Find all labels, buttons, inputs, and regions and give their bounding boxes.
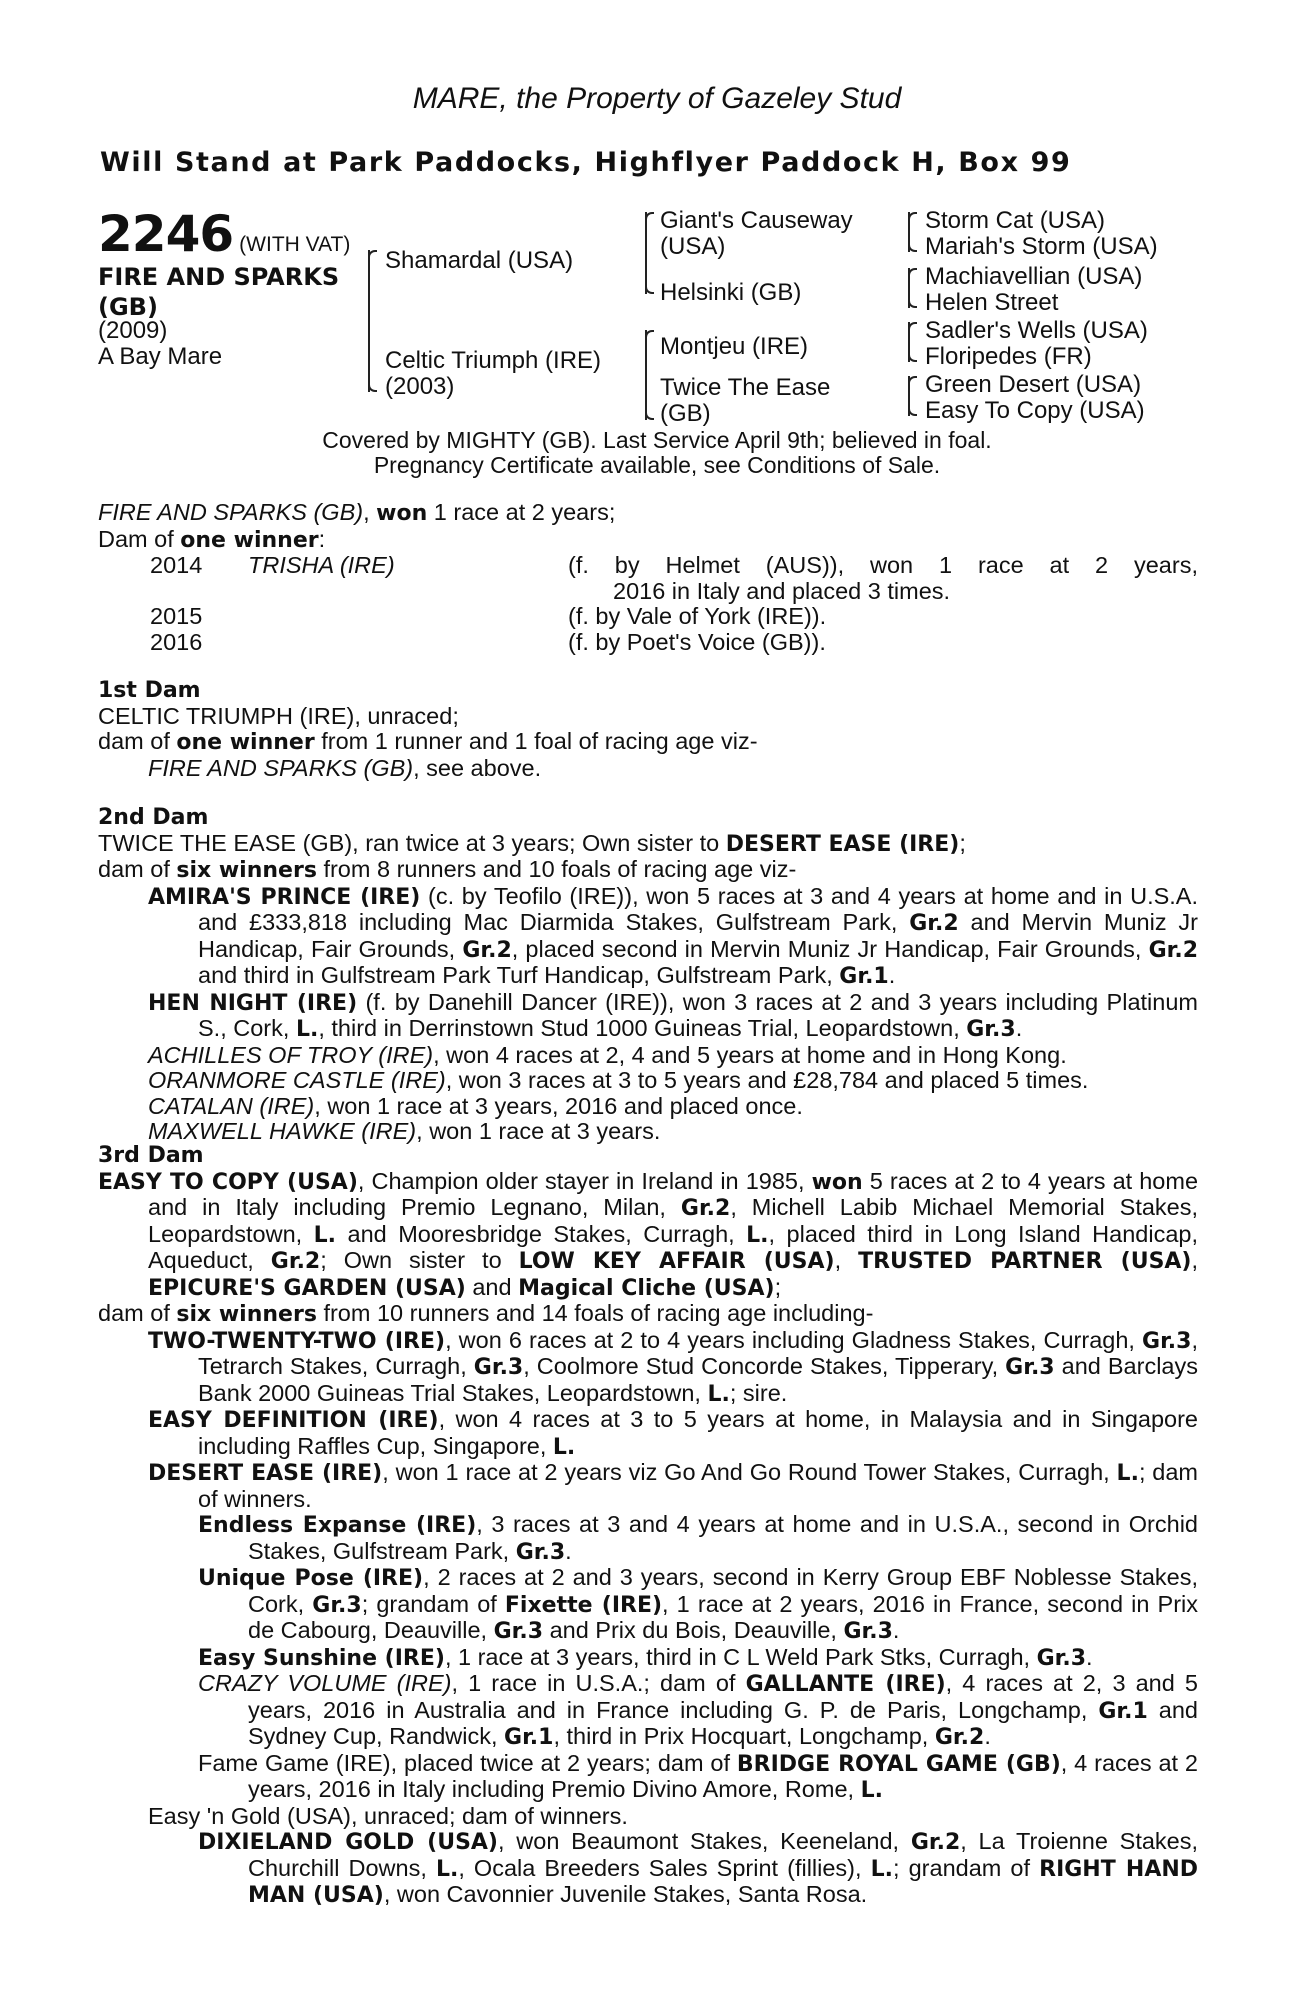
name: EASY TO COPY (USA)	[98, 1169, 358, 1195]
text: , 3 races at 3 and 4 years at home and in U.S.A., second in Orchid Stakes, Gulfstream Park,	[248, 1511, 1198, 1564]
name: TWO-TWENTY-TWO (IRE)	[148, 1328, 446, 1354]
text: , La Troienne Stakes, Churchill Downs,	[248, 1828, 1199, 1881]
grade: L.	[870, 1856, 894, 1882]
first-dam-winners: one winner	[176, 730, 315, 755]
text: , placed second in Mervin Muniz Jr Handicap, Fair Grounds,	[511, 935, 1142, 962]
text: ; Own sister to	[320, 1247, 502, 1273]
produce-dixieland-gold	[98, 1829, 1198, 1909]
horse-name-text: FIRE AND SPARKS (GB)	[98, 263, 340, 321]
grade: Gr.2	[934, 1725, 985, 1750]
produce-horse-name: FIRE AND SPARKS (GB)	[98, 499, 364, 525]
location-line: Will Stand at Park Paddocks, Highflyer Paddock H, Box 99	[100, 147, 1072, 178]
sd-l1a: TWICE THE EASE (GB), ran twice at 3 years; Own sister to	[98, 829, 720, 856]
grade: Gr.3	[493, 1619, 544, 1644]
sibling: EPICURE'S GARDEN (USA)	[148, 1275, 466, 1301]
produce-maxwell	[98, 1119, 1198, 1145]
produce-catalan	[98, 1094, 1198, 1120]
name: ORANMORE CASTLE (IRE)	[148, 1067, 446, 1093]
text: ; sire.	[729, 1379, 788, 1406]
name: BRIDGE ROYAL GAME (GB)	[736, 1751, 1061, 1777]
name: Endless Expanse (IRE)	[198, 1513, 477, 1538]
text: , 2 races at 2 and 3 years, second in Kerry Group EBF Noblesse Stakes, Cork,	[248, 1564, 1199, 1617]
text: , Ocala Breeders Sales Sprint (fillies),	[458, 1854, 862, 1881]
text: .	[1086, 1643, 1093, 1670]
produce-two-twenty-two	[98, 1328, 1198, 1408]
text: , won 1 race at 3 years, 2016 and placed once.	[314, 1092, 803, 1119]
grade: Gr.2	[462, 937, 512, 963]
sd-l2a: dam of	[98, 856, 170, 882]
horse-info	[98, 318, 222, 370]
name: DESERT EASE (IRE)	[148, 1461, 383, 1486]
first-dam-line-3	[98, 756, 1198, 782]
horse-name	[98, 262, 368, 322]
text: ; dam of winners.	[198, 1459, 1199, 1512]
grade: Gr.3	[966, 1017, 1016, 1042]
text: (f. by Danehill Dancer (IRE)), won 3 races at 2 and 3 years including Platinum S., Cork,	[198, 988, 1198, 1041]
first-dam-line-1: CELTIC TRIUMPH (IRE), unraced;	[98, 702, 459, 729]
text: and Barclays Bank 2000 Guineas Trial Stakes, Leopardstown,	[198, 1353, 1198, 1406]
ped-sss: Storm Cat (USA)	[925, 207, 1106, 234]
text: 5 races at 2 to 4 years at home and in Italy including Premio Legnano, Milan,	[148, 1167, 1199, 1220]
text: , won 6 races at 2 to 4 years including Gladness Stakes, Curragh,	[445, 1326, 1135, 1353]
text: ; grandam of	[893, 1854, 1031, 1881]
text: and Prix du Bois, Deauville,	[549, 1617, 837, 1643]
third-dam-easy-to-copy: EASY TO COPY (USA), Champion older stayer in Ireland in 1985, won 5 races at 2 to 4 years at home and in Italy including Premio Legnano, Milan, Gr.2, Michell Labib Michael Memorial Stakes, Leopardstown, L. and Mooresbridge Stakes, Curragh, L., placed third in Long Island Handicap, Aqueduct, Gr.2; Own sister to LOW KEY AFFAIR (USA), TRUSTED PARTNER (USA), EPICURE'S GARDEN (USA) and Magical Cliche (USA);	[98, 1167, 1199, 1301]
lot-number: 2246	[98, 205, 234, 263]
produce-intro: FIRE AND SPARKS (GB), won 1 race at 2 years;	[98, 499, 616, 526]
foal-name: TRISHA (IRE)	[248, 552, 395, 578]
produce-intro-rest: 1 race at 2 years;	[433, 499, 616, 525]
produce-crazy-volume	[98, 1671, 1198, 1751]
brace-ds	[908, 322, 910, 362]
text: , Michell Labib Michael Memorial Stakes, Leopardstown,	[148, 1194, 1199, 1247]
produce-unique-pose	[98, 1565, 1198, 1645]
first-dam-runners: from 1 runner and 1 foal of racing age viz-	[321, 728, 758, 754]
grade: L.	[295, 1017, 319, 1042]
third-dam-dam-of	[98, 1301, 1198, 1328]
text: .	[565, 1537, 572, 1564]
text: .	[892, 1617, 900, 1643]
produce-easy-n-gold: Easy 'n Gold (USA), unraced; dam of winners.	[148, 1802, 628, 1829]
foal-year: 2016	[150, 628, 203, 655]
brace-dam	[645, 330, 647, 420]
name: CRAZY VOLUME (IRE)	[198, 1670, 452, 1696]
first-dam-section	[98, 678, 1198, 781]
produce-hen-night	[98, 990, 1198, 1043]
sd-l2b: six winners	[176, 858, 317, 883]
produce-dam-of-text: Dam of	[98, 525, 174, 552]
text: , won 4 races at 2, 4 and 5 years at home and in Hong Kong.	[433, 1041, 1067, 1068]
text: and third in Gulfstream Park Turf Handicap, Gulfstream Park,	[198, 962, 833, 988]
name: MAXWELL HAWKE (IRE)	[148, 1118, 417, 1144]
produce-endless-expanse	[98, 1512, 1198, 1565]
grade: Gr.1	[504, 1725, 554, 1750]
ped-sdd: Helen Street	[925, 289, 1059, 316]
second-dam-line-2	[98, 857, 1198, 884]
produce-won: won	[376, 501, 428, 526]
grade: L.	[707, 1381, 730, 1407]
grade: Gr.1	[1098, 1698, 1148, 1724]
text: , Champion older stayer in Ireland in 1985,	[357, 1167, 805, 1194]
text: , won Beaumont Stakes, Keeneland,	[498, 1828, 900, 1854]
text: , 1 race at 2 years, 2016 in France, second in Prix de Cabourg, Deauville,	[248, 1590, 1198, 1643]
text: and Mooresbridge Stakes, Curragh,	[347, 1220, 735, 1247]
text: Fame Game (IRE), placed twice at 2 years; dam of	[198, 1749, 730, 1776]
grade: Gr.3	[473, 1355, 524, 1380]
text: , 4 races at 2 years, 2016 in Italy including Premio Divino Amore, Rome,	[248, 1749, 1198, 1802]
text: dam of	[98, 1300, 170, 1326]
sd-l1c: ;	[959, 829, 966, 856]
grade: Gr.3	[1036, 1645, 1087, 1671]
foal-detail-cont: 2016 in Italy and placed 3 times.	[613, 577, 951, 604]
third-dam-section	[98, 1143, 1198, 1909]
name: EASY DEFINITION (IRE)	[148, 1408, 439, 1433]
text: and Sydney Cup, Randwick,	[248, 1696, 1198, 1749]
first-dam-heading: 1st Dam	[98, 678, 201, 703]
foal-year: 2014	[150, 552, 203, 578]
foal-row-2014-cont	[98, 579, 1198, 605]
text: , placed third in Long Island Handicap, Aqueduct,	[148, 1220, 1199, 1273]
text: , 4 races at 2, 3 and 5 years, 2016 in Australia and in France including G. P. de Paris, Longchamp,	[248, 1670, 1198, 1723]
brace-sd	[908, 268, 910, 308]
ped-sds: Machiavellian (USA)	[925, 263, 1143, 290]
winners: six winners	[176, 1302, 317, 1327]
name: AMIRA'S PRINCE (IRE)	[148, 884, 421, 910]
text: (c. by Teofilo (IRE)), won 5 races at 3 and 4 years at home and in U.S.A. and £333,818 including Mac Diarmida Stakes, Gulfstream Park,	[198, 882, 1199, 935]
produce-oranmore	[98, 1068, 1198, 1094]
name: Fixette (IRE)	[504, 1592, 663, 1618]
text: and Mervin Muniz Jr Handicap, Fair Grounds,	[198, 909, 1199, 962]
text: ; grandam of	[361, 1590, 497, 1617]
grade: Gr.2	[680, 1196, 731, 1221]
foal-year: 2015	[150, 603, 203, 629]
text: .	[984, 1723, 991, 1749]
second-dam-line-1	[98, 831, 1198, 858]
text: , Tetrarch Stakes, Curragh,	[198, 1326, 1198, 1379]
covered-line-2: Pregnancy Certificate available, see Conditions of Sale.	[373, 452, 941, 478]
brace-sire	[645, 212, 647, 294]
grade: L.	[1116, 1461, 1139, 1486]
produce-dam-of	[98, 527, 1198, 554]
grade: L.	[746, 1222, 769, 1248]
lot-vat: (WITH VAT)	[239, 233, 351, 256]
text: , 1 race at 3 years, third in C L Weld Park Stks, Curragh,	[444, 1643, 1031, 1670]
grade: Gr.3	[1005, 1355, 1055, 1380]
foal-row-2015	[98, 604, 1198, 630]
produce-desert-ease	[98, 1460, 1198, 1512]
page-title: MARE, the Property of Gazeley Stud	[412, 82, 902, 115]
won: won	[811, 1169, 863, 1195]
produce-amiras-prince	[98, 884, 1198, 990]
produce-record	[98, 500, 1198, 655]
text: , won Cavonnier Juvenile Stakes, Santa Rosa.	[383, 1881, 868, 1907]
ped-dds: Green Desert (USA)	[925, 371, 1142, 398]
covered-note	[0, 428, 1314, 478]
first-dam-foal-name: FIRE AND SPARKS (GB)	[148, 754, 414, 781]
produce-achilles	[98, 1043, 1198, 1069]
grade: Gr.1	[839, 964, 889, 989]
first-dam-foal-rest: , see above.	[413, 754, 542, 781]
text: , won 1 race at 3 years.	[416, 1118, 661, 1144]
text: , won 4 races at 3 to 5 years at home, in Malaysia and in Singapore including Raffles Cup, Singapore,	[198, 1406, 1198, 1459]
foal-detail: (f. by Vale of York (IRE)).	[568, 603, 827, 629]
produce-easy-sunshine	[98, 1645, 1198, 1672]
ped-dd: Twice The Ease (GB)	[660, 374, 831, 427]
covered-line-1: Covered by MIGHTY (GB). Last Service April 9th; believed in foal.	[322, 427, 992, 453]
ped-sd: Helsinki (GB)	[660, 279, 802, 306]
text: , 1 race in U.S.A.; dam of	[451, 1670, 736, 1696]
text: , Coolmore Stud Concorde Stakes, Tipperary,	[523, 1353, 999, 1379]
text: .	[888, 962, 896, 988]
name: Unique Pose (IRE)	[198, 1566, 424, 1591]
sibling: TRUSTED PARTNER (USA)	[858, 1249, 1192, 1274]
produce-easy-definition	[98, 1407, 1198, 1460]
text: , third in Derrinstown Stud 1000 Guineas Trial, Leopardstown,	[318, 1015, 960, 1041]
name: HEN NIGHT (IRE)	[148, 990, 358, 1016]
ped-dam: Celtic Triumph (IRE)	[385, 347, 602, 374]
name: RIGHT HAND MAN (USA)	[248, 1856, 1199, 1908]
third-dam-heading: 3rd Dam	[98, 1143, 204, 1168]
brace-ss	[908, 212, 910, 252]
sibling: Magical Cliche (USA)	[518, 1275, 775, 1301]
foal-row-2016	[98, 630, 1198, 656]
text: and	[472, 1273, 512, 1300]
name: Easy Sunshine (IRE)	[198, 1645, 445, 1671]
ped-ssd: Mariah's Storm (USA)	[925, 233, 1158, 260]
text: , won 3 races at 3 to 5 years and £28,784 and placed 5 times.	[445, 1067, 1089, 1093]
sibling: LOW KEY AFFAIR (USA)	[518, 1249, 835, 1274]
grade: Gr.2	[909, 911, 959, 936]
grade: Gr.3	[312, 1592, 362, 1618]
produce-fame-game	[98, 1751, 1198, 1804]
text: , third in Prix Hocquart, Longchamp,	[553, 1723, 929, 1749]
text: from 10 runners and 14 foals of racing age including-	[323, 1300, 874, 1326]
grade: Gr.3	[515, 1539, 566, 1565]
name: ACHILLES OF TROY (IRE)	[148, 1041, 434, 1068]
ped-dam-year: (2003)	[385, 373, 455, 400]
ped-ds: Montjeu (IRE)	[660, 333, 809, 360]
lot-header	[98, 205, 350, 263]
horse-year: (2009)	[98, 317, 168, 344]
text: .	[1015, 1015, 1023, 1041]
ped-ddd: Easy To Copy (USA)	[925, 397, 1145, 424]
brace-dd	[908, 376, 910, 416]
second-dam-section	[98, 805, 1198, 1145]
horse-description: A Bay Mare	[98, 343, 223, 370]
foal-detail: (f. by Poet's Voice (GB)).	[568, 628, 826, 655]
name: DIXIELAND GOLD (USA)	[198, 1830, 498, 1855]
first-dam-line-2	[98, 729, 1198, 756]
text: , won 1 race at 2 years viz Go And Go Round Tower Stakes, Curragh,	[382, 1459, 1110, 1485]
ped-dsd: Floripedes (FR)	[925, 343, 1092, 370]
sd-l1b: DESERT EASE (IRE)	[725, 831, 960, 857]
foal-row-2014	[98, 553, 1198, 579]
grade: Gr.3	[843, 1619, 893, 1644]
grade: Gr.2	[1148, 937, 1198, 963]
first-dam-dam-of: dam of	[98, 728, 170, 754]
second-dam-heading: 2nd Dam	[98, 805, 209, 830]
grade: Gr.2	[910, 1830, 961, 1855]
ped-dss: Sadler's Wells (USA)	[925, 317, 1148, 344]
grade: L.	[552, 1434, 576, 1460]
ped-sire: Shamardal (USA)	[385, 247, 574, 274]
produce-dam-of-end: :	[318, 525, 326, 552]
name: GALLANTE (IRE)	[745, 1672, 946, 1697]
foal-detail: (f. by Helmet (AUS)), won 1 race at 2 years,	[568, 552, 1198, 578]
ped-ss: Giant's Causeway (USA)	[660, 207, 853, 260]
grade: L.	[313, 1222, 337, 1248]
grade: L.	[435, 1856, 459, 1882]
sd-l2c: from 8 runners and 10 foals of racing age viz-	[323, 856, 797, 882]
grade: Gr.2	[270, 1249, 321, 1274]
name: CATALAN (IRE)	[148, 1092, 315, 1119]
brace-gen1	[368, 250, 370, 392]
produce-dam-of-bold: one winner	[180, 527, 319, 553]
grade: L.	[860, 1778, 883, 1803]
grade: Gr.3	[1142, 1328, 1192, 1354]
